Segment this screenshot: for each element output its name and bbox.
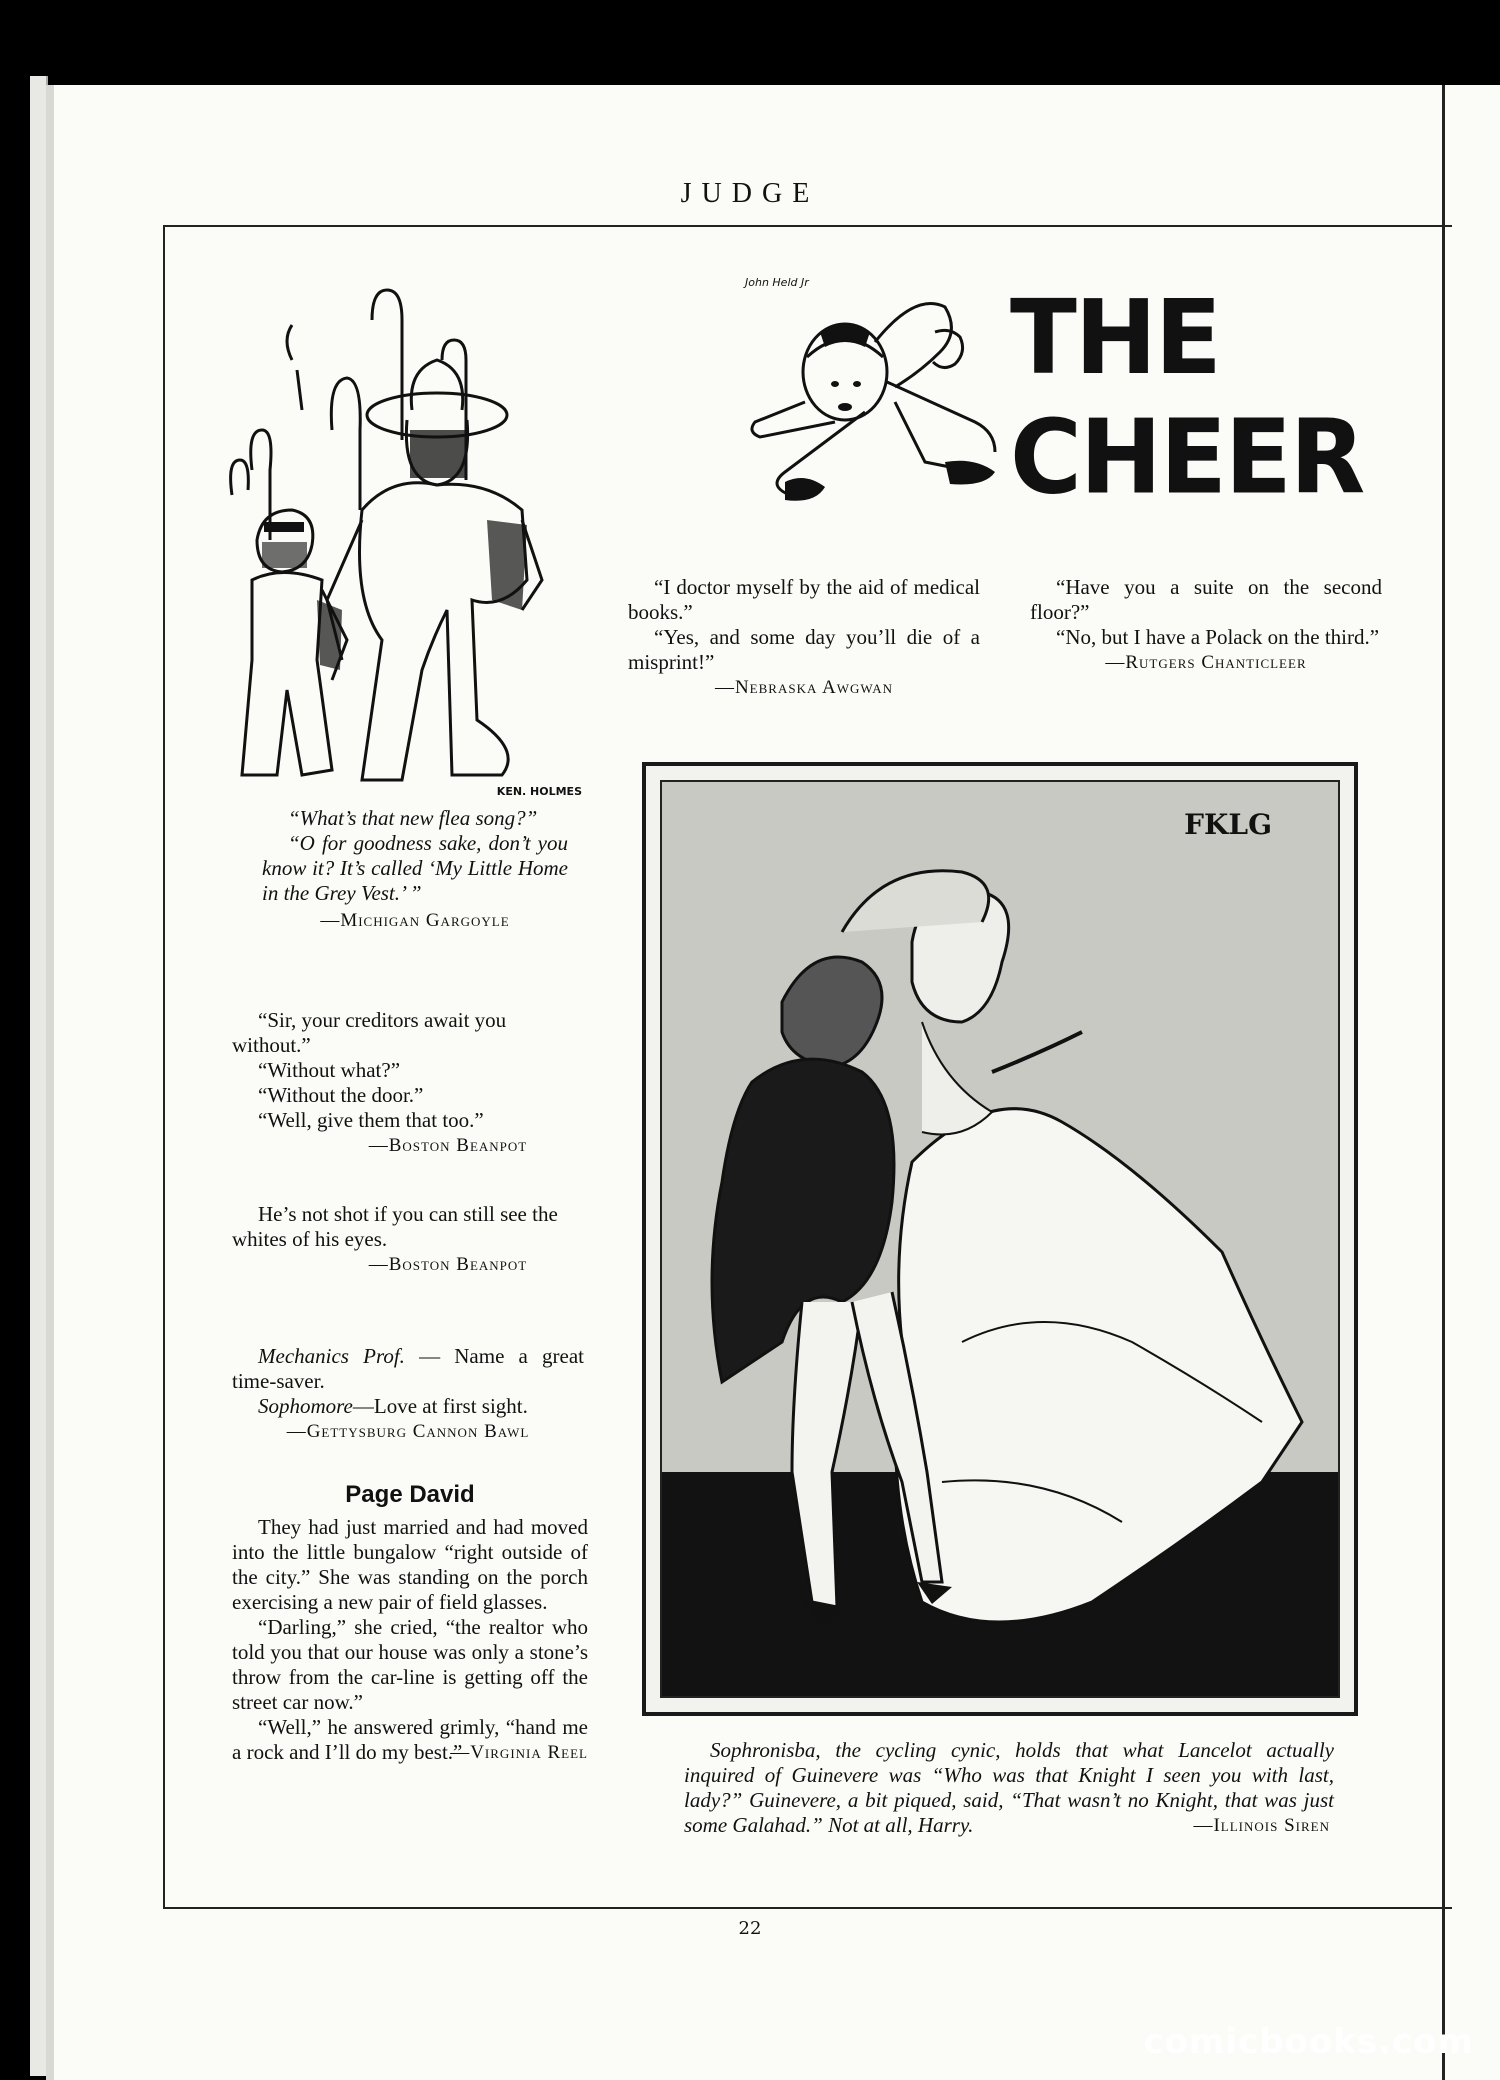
story-title: Page David (345, 1481, 475, 1508)
caption-source: —Illinois Siren (1193, 1815, 1330, 1836)
story-paragraph: “Darling,” she cried, “the realtor who told you that our house was only a stone’s throw from the car-line is getting off the street car now.” (232, 1615, 588, 1714)
joke-creditors (232, 1008, 584, 1158)
joke-nebraska (628, 575, 980, 700)
masthead: JUDGE (680, 178, 820, 209)
joke-whites-of-eyes (232, 1202, 584, 1277)
caption-text: Sophronisba, the cycling cynic, holds that what Lancelot actually inquired of Guinevere was “Who was that Knight I seen you with last, lady?” Guinevere, a bit piqued, said, “That wasn’t no Knight, that was just some Galahad.” Not at all, Harry. (684, 1738, 1334, 1837)
cheer-art (745, 272, 1015, 522)
cartoon-signature: KEN. HOLMES (496, 785, 582, 798)
story-source: —Virginia Reel (450, 1742, 588, 1763)
watermark: comicbooks.com (1143, 2022, 1474, 2062)
speaker-label: Sophomore (258, 1394, 353, 1418)
joke-line: “No, but I have a Polack on the third.” (1056, 625, 1380, 649)
couple-illustration (662, 782, 1338, 1696)
cartoon-caption (262, 806, 568, 933)
joke-time-saver (232, 1344, 584, 1444)
joke-line: —Love at first sight. (352, 1394, 528, 1418)
cheer-title: THE CHEER (1010, 278, 1364, 518)
joke-source: —Boston Beanpot (368, 1135, 528, 1156)
joke-line: He’s not shot if you can still see the whites of his eyes. (232, 1202, 558, 1251)
illustration-caption (684, 1738, 1334, 1838)
page-number: 22 (738, 1918, 762, 1939)
cowboy-illustration (222, 280, 582, 800)
cowboy-cartoon (222, 280, 582, 800)
joke-line: “Without the door.” (258, 1083, 424, 1107)
joke-source: —Gettysburg Cannon Bawl (286, 1421, 530, 1442)
illustration-frame (642, 762, 1358, 1716)
joke-line: — Name a great time-saver. (232, 1344, 584, 1393)
caption-line: “O for goodness sake, don’t you know it? It’s called ‘My Little Home in the Grey Vest.’ ” (262, 831, 568, 905)
story-paragraph: “Well,” he answered grimly, “hand me a rock and I’ll do my best.” (232, 1715, 588, 1764)
joke-line: “I doctor myself by the aid of medical books.” (628, 575, 980, 624)
joke-line: “Well, give them that too.” (258, 1108, 484, 1132)
joke-source: —Nebraska Awgwan (714, 677, 894, 698)
caption-source: —Michigan Gargoyle (320, 910, 510, 931)
illustration-signature: FKLG (1184, 808, 1272, 841)
cheer-signature: John Held Jr (745, 276, 809, 289)
joke-line: “Sir, your creditors await you without.” (232, 1008, 507, 1057)
story-page-david (232, 1482, 588, 1765)
joke-line: “Without what?” (258, 1058, 401, 1082)
joke-source: —Boston Beanpot (368, 1254, 528, 1275)
story-paragraph: They had just married and had moved into the little bungalow “right outside of the city.” She was standing on the porch exercising a new pair of field glasses. (232, 1515, 588, 1614)
cheerleader-illustration (745, 272, 1015, 522)
joke-line: “Have you a suite on the second floor?” (1030, 575, 1382, 624)
joke-source: —Rutgers Chanticleer (1105, 652, 1307, 673)
joke-rutgers (1030, 575, 1382, 675)
caption-line: “What’s that new flea song?” (288, 806, 538, 830)
illustration (660, 780, 1340, 1698)
joke-line: “Yes, and some day you’ll die of a misprint!” (628, 625, 980, 674)
speaker-label: Mechanics Prof. (258, 1344, 405, 1368)
